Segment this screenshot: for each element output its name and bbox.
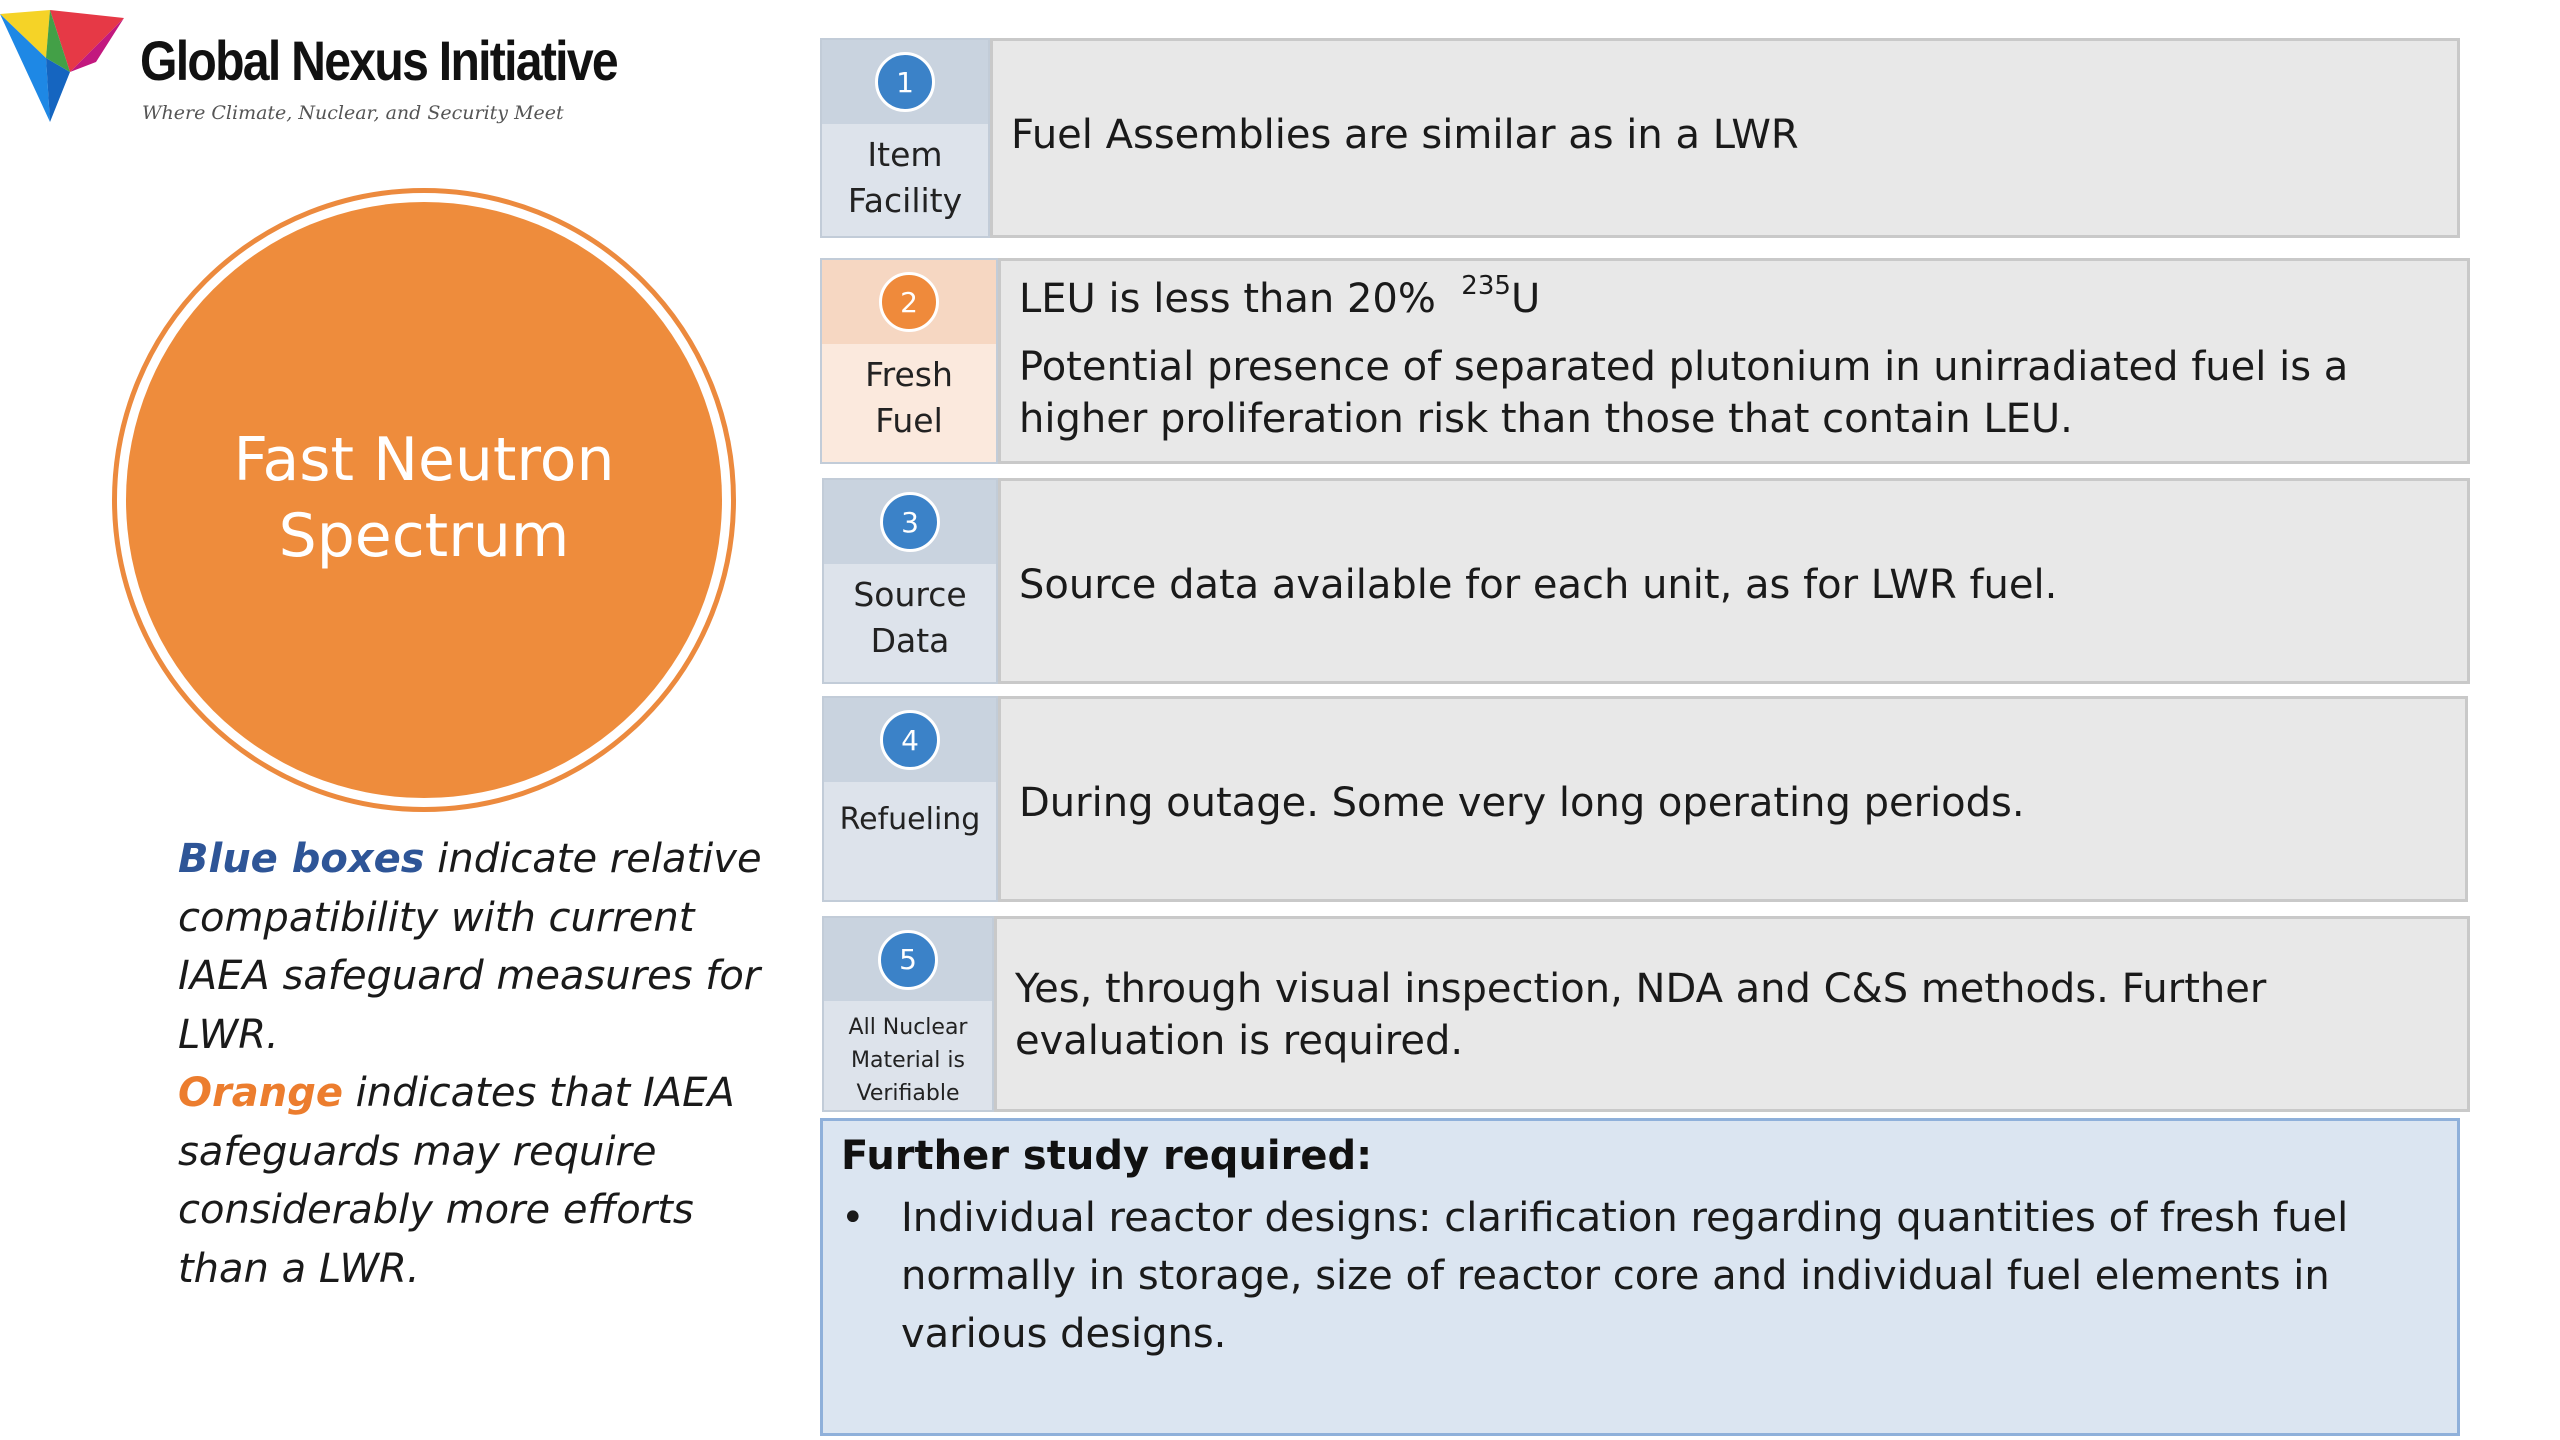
criteria-row-5 — [822, 916, 2470, 1112]
row-text: Fuel Assemblies are similar as in a LWR — [1011, 112, 1799, 158]
row-number-badge: 2 — [879, 272, 939, 332]
row-tab — [820, 38, 990, 238]
criteria-row-4 — [822, 696, 2468, 902]
row-label: All Nuclear Material is Verifiable — [848, 1015, 968, 1106]
further-study-title: Further study required: — [841, 1133, 1373, 1179]
legend-blue-text: indicate relative compatibility with current IAEA safeguard measures for LWR. — [178, 836, 762, 1058]
row-text: Yes, through visual inspection, NDA and C&S methods. Further evaluation is required. — [1015, 966, 2267, 1064]
further-study-list — [841, 1189, 2427, 1363]
row-tab — [822, 916, 994, 1112]
organization-tagline: Where Climate, Nuclear, and Security Meet — [142, 102, 564, 124]
row-tab — [822, 478, 998, 684]
row-text-leu — [1019, 273, 2447, 325]
legend-orange-text: indicates that IAEA safeguards may require considerably more efforts than a LWR. — [178, 1070, 735, 1292]
further-study-box — [820, 1118, 2460, 1436]
legend-orange-term: Orange — [178, 1070, 343, 1116]
row-label: Fresh Fuel — [865, 355, 953, 440]
criteria-row-1 — [820, 38, 2460, 238]
row-number-badge: 3 — [880, 492, 940, 552]
row-label: Refueling — [839, 802, 981, 837]
further-study-item — [841, 1189, 2427, 1363]
row-label: Source Data — [853, 575, 967, 660]
row-content-box — [998, 696, 2468, 902]
row-tab — [820, 258, 998, 464]
logo — [0, 10, 620, 130]
row-content-box — [990, 38, 2460, 238]
legend — [178, 830, 768, 1298]
organization-name: Global Nexus Initiative — [140, 29, 617, 92]
row-number-badge: 4 — [880, 710, 940, 770]
circle-title: Fast Neutron Spectrum — [233, 424, 615, 571]
bullet-marker: • — [841, 1195, 865, 1241]
row-text: Source data available for each unit, as for LWR fuel. — [1019, 562, 2058, 608]
legend-blue-term: Blue boxes — [178, 836, 425, 882]
row-text-plutonium: Potential presence of separated plutonium in unirradiated fuel is a higher proliferation risk than those that contain LEU. — [1019, 344, 2349, 442]
further-study-item-text: Individual reactor designs: clarification regarding quantities of fresh fuel normally in storage, size of reactor core and individual fuel elements in various designs. — [901, 1195, 2349, 1357]
row-content-box — [998, 258, 2470, 464]
row-tab — [822, 696, 998, 902]
row-number-badge: 1 — [875, 52, 935, 112]
criteria-row-3 — [822, 478, 2470, 684]
fast-neutron-circle — [126, 202, 722, 798]
row-number-badge: 5 — [878, 930, 938, 990]
leu-text: LEU is less than 20% — [1019, 276, 1436, 322]
global-nexus-logo-icon — [0, 10, 132, 125]
criteria-row-2 — [820, 258, 2470, 464]
row-content-box — [994, 916, 2470, 1112]
isotope-symbol: U — [1510, 276, 1541, 322]
row-label: Item Facility — [847, 135, 963, 220]
row-text: During outage. Some very long operating periods. — [1019, 780, 2025, 826]
row-content-box — [998, 478, 2470, 684]
isotope-superscript: 235 — [1461, 271, 1511, 301]
